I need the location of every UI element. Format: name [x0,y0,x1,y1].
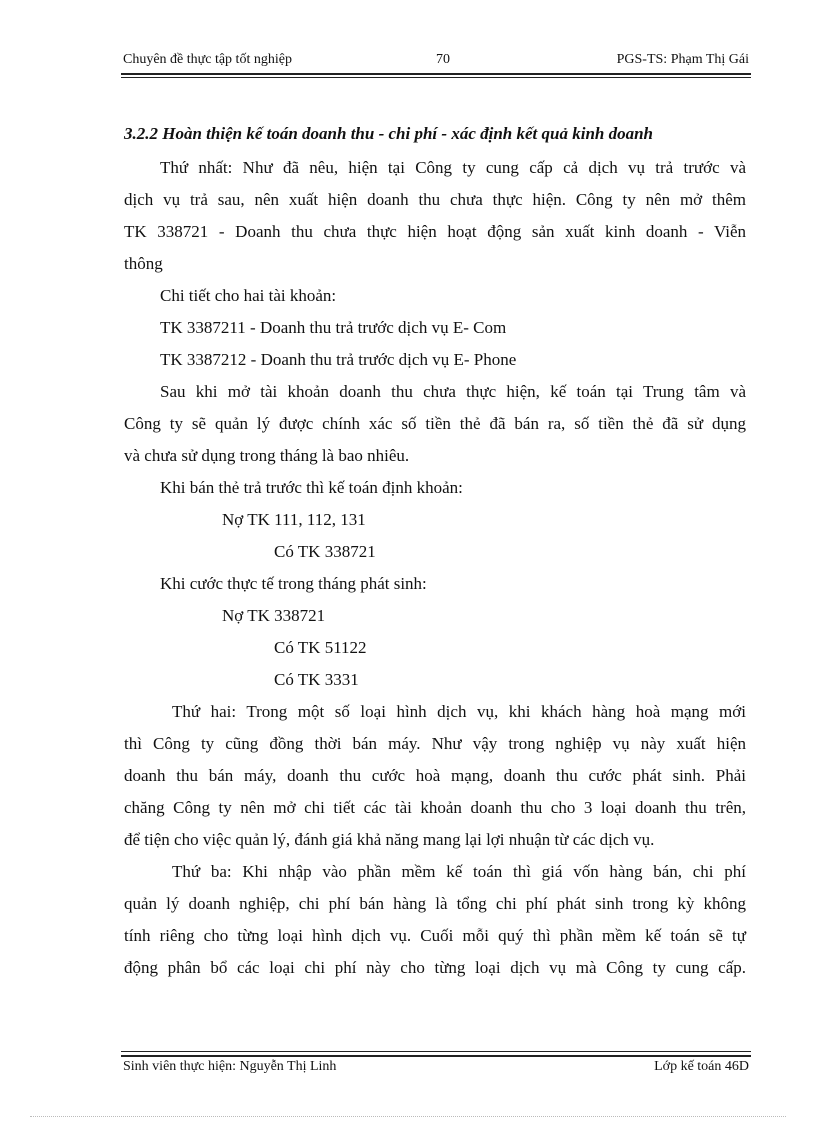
paragraph-line: quản lý doanh nghiệp, chi phí bán hàng là tổng chi phí phát sinh trong kỳ không [124,894,746,913]
page-header [121,50,751,70]
header-page-number: 70 [436,52,450,67]
paragraph-line: Chi tiết cho hai tài khoản: [160,286,337,305]
paragraph-line: TK 338721 - Doanh thu chưa thực hiện hoạt động sản xuất kinh doanh - Viễn [124,222,746,241]
header-supervisor: PGS-TS: Phạm Thị Gái [616,52,749,67]
section-heading: 3.2.2 Hoàn thiện kế toán doanh thu - chi phí - xác định kết quả kinh doanh [124,124,654,143]
paragraph-line: để tiện cho việc quản lý, đánh giá khả năng mang lại lợi nhuận từ các dịch vụ. [124,830,655,849]
header-rule-thin [121,77,751,78]
footer-student-name: Sinh viên thực hiện: Nguyễn Thị Linh [123,1059,337,1074]
paragraph-line: tính riêng cho từng loại hình dịch vụ. Cuối mỗi quý thì phần mềm kế toán sẽ tự [124,926,746,945]
paragraph-line: động phân bổ các loại chi phí này cho từng loại dịch vụ mà Công ty cung cấp. [124,958,746,977]
paragraph-line: thì Công ty cũng đồng thời bán máy. Như vậy trong nghiệp vụ này xuất hiện [124,734,746,753]
page-footer [121,1057,751,1077]
paragraph-line: Thứ hai: Trong một số loại hình dịch vụ, khi khách hàng hoà mạng mới [172,702,746,721]
paragraph-line: doanh thu bán máy, doanh thu cước hoà mạng, doanh thu cước phát sinh. Phải [124,766,746,785]
paragraph-line: Khi bán thẻ trả trước thì kế toán định khoản: [160,478,463,497]
page-body [124,116,746,984]
header-rule-thick [121,73,751,75]
paragraph-line: Thứ nhất: Như đã nêu, hiện tại Công ty cung cấp cả dịch vụ trả trước và [160,158,746,177]
entry-credit: Có TK 3331 [274,670,359,689]
paragraph-line: Khi cước thực tế trong tháng phát sinh: [160,574,427,593]
paragraph-line: dịch vụ trả sau, nên xuất hiện doanh thu chưa thực hiện. Công ty nên mở thêm [124,190,746,209]
entry-debit: Nợ TK 338721 [222,606,326,625]
paragraph-line: Thứ ba: Khi nhập vào phần mềm kế toán thì giá vốn hàng bán, chi phí [172,862,746,881]
account-line: TK 3387212 - Doanh thu trả trước dịch vụ E- Phone [160,350,517,369]
entry-debit: Nợ TK 111, 112, 131 [222,510,366,529]
header-document-title: Chuyên đề thực tập tốt nghiệp [123,52,292,67]
paragraph-line: Công ty sẽ quản lý được chính xác số tiền thẻ đã bán ra, số tiền thẻ đã sử dụng [124,414,746,433]
entry-credit: Có TK 338721 [274,542,376,561]
paragraph-line: thông [124,254,163,273]
page-edge-dotted-line [30,1116,786,1117]
entry-credit: Có TK 51122 [274,638,367,657]
paragraph-line: Sau khi mở tài khoản doanh thu chưa thực hiện, kế toán tại Trung tâm và [160,382,746,401]
paragraph-line: chăng Công ty nên mở chi tiết các tài khoản doanh thu cho 3 loại doanh thu trên, [124,798,746,817]
footer-class-name: Lớp kế toán 46D [654,1059,749,1074]
paragraph-line: và chưa sử dụng trong tháng là bao nhiêu. [124,446,410,465]
account-line: TK 3387211 - Doanh thu trả trước dịch vụ E- Com [160,318,507,337]
footer-rule-thin [121,1051,751,1052]
